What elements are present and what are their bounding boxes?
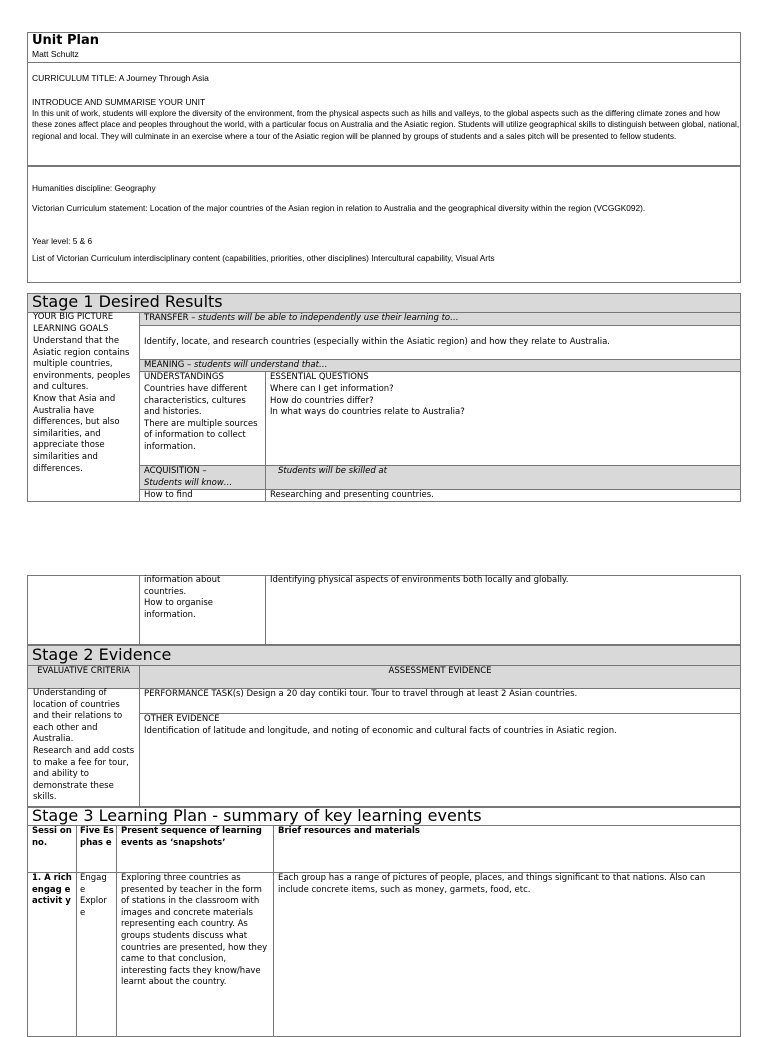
transfer-label — [144, 313, 459, 325]
intro-heading: INTRODUCE AND SUMMARISE YOUR UNIT — [32, 97, 206, 107]
interdisciplinary-text: List of Victorian Curriculum interdisciplinary content (capabilities, priorities, other disciplines) Intercultural capability, Visual Arts — [32, 253, 495, 263]
criteria-header: EVALUATIVE CRITERIA — [37, 666, 130, 676]
curriculum-title: CURRICULUM TITLE: A Journey Through Asia — [32, 73, 209, 83]
year-level: Year level: 5 & 6 — [32, 236, 93, 246]
sequence-cell: Exploring three countries as presented by teacher in the form of stations in the classroom with images and concrete materials representing each country. As groups students discuss what countries are presented, how they came to that conclusion, interesting facts they know/have learnt about the country. — [121, 873, 268, 988]
other-evidence-text: Identification of latitude and longitude, and noting of economic and cultural facts of countries in Asiatic region. — [144, 726, 617, 736]
meaning-divider — [139, 371, 741, 372]
cont-col1-divider — [139, 575, 140, 645]
page-title: Unit Plan — [32, 33, 100, 48]
stage1-title: Stage 1 Desired Results — [32, 292, 223, 311]
acquisition-divider — [139, 489, 741, 490]
cont-col2-divider — [265, 575, 266, 645]
session-cell: 1. A rich engag e activit y — [32, 873, 72, 907]
performance-task: PERFORMANCE TASK(s) Design a 20 day contiki tour. Tour to travel through at least 2 Asian countries. — [144, 689, 578, 699]
know-text-part2: information about countries. How to organise information. — [144, 575, 221, 620]
other-evidence-label: OTHER EVIDENCE — [144, 714, 220, 724]
skilled-label: Students will be skilled at — [278, 466, 387, 476]
phase-cell: Engag e Explor e — [80, 873, 107, 918]
col-sequence-header: Present sequence of learning events as ‘snapshots’ — [121, 826, 262, 848]
acquisition-label: ACQUISITION – — [144, 466, 207, 476]
curriculum-statement: Victorian Curriculum statement: Location of the major countries of the Asian region in relation to Australia and the geographical diversity within the region (VCGGK092). — [32, 203, 646, 213]
col-resources-header: Brief resources and materials — [278, 826, 420, 836]
discipline-text: Humanities discipline: Geography — [32, 183, 156, 193]
stage2-col-divider — [139, 665, 140, 807]
essential-questions-text: Where can I get information? How do countries differ? In what ways do countries relate to Australia? — [270, 384, 465, 418]
skilled-text-part1: Researching and presenting countries. — [270, 490, 434, 500]
big-picture-label: YOUR BIG PICTURE LEARNING GOALS — [33, 312, 114, 334]
evidence-header: ASSESSMENT EVIDENCE — [388, 666, 492, 676]
know-text-part1: How to find — [144, 490, 193, 500]
col-five-es-header: Five Es phas e — [80, 826, 114, 848]
performance-divider — [139, 713, 741, 714]
meaning-label-text: MEANING – — [144, 360, 194, 370]
transfer-text: Identify, locate, and research countries (especially within the Asiatic region) and how they relate to Australia. — [144, 337, 611, 347]
acquisition-italic: Students will know… — [144, 478, 233, 488]
acquisition-col-divider — [265, 466, 266, 502]
understandings-text: Countries have different characteristics, cultures and histories. There are multiple sources of information to collect information. — [144, 384, 258, 452]
resources-cell: Each group has a range of pictures of people, places, and things significant to that nations. Also can include concrete items, such as money, garmets, food, etc. — [278, 873, 706, 895]
meaning-label-italic: students will understand that… — [193, 360, 328, 370]
stage3-title: Stage 3 Learning Plan - summary of key learning events — [32, 806, 482, 825]
criteria-text: Understanding of location of countries and their relations to each other and Australia. Research and add costs to make a fee for tour, and ability to demonstrate these skills. — [33, 688, 135, 803]
col-session-header: Sessi on no. — [32, 826, 72, 848]
transfer-divider — [139, 325, 741, 326]
intro-text: In this unit of work, students will explore the diversity of the environment, from the physical aspects such as hills and valleys, to the global aspects such as the differing climate zones and how these zones affect place and peoples throughout the world, with a particular focus on Australia and the Asiatic region. Students will utilize geographical skills to distinguish between global, national, regional and local. They will culminate in an exercise where a tour of the Asiatic region will be planned by groups of students and a sales pitch will be presented to fellow students. — [32, 109, 740, 141]
author-name: Matt Schultz — [32, 49, 79, 59]
transfer-label-text: TRANSFER – — [144, 313, 199, 323]
understandings-label: UNDERSTANDINGS — [144, 372, 224, 382]
stage3-col1-divider — [76, 825, 77, 1037]
stage2-title: Stage 2 Evidence — [32, 645, 172, 664]
big-picture-text: Understand that the Asiatic region contains multiple countries, environments, peoples and cultures. Know that Asia and Australia have differences, but also similarities, and appreciate those similarities and differences. — [33, 336, 131, 474]
header-divider — [27, 62, 741, 63]
transfer-label-italic: students will be able to independently use their learning to… — [198, 313, 459, 323]
stage3-col2-divider — [116, 825, 117, 1037]
stage3-col3-divider — [273, 825, 274, 1037]
meaning-label — [144, 360, 327, 372]
skilled-text-part2: Identifying physical aspects of environments both locally and globally. — [270, 575, 569, 585]
essential-questions-label: ESSENTIAL QUESTIONS — [270, 372, 369, 382]
